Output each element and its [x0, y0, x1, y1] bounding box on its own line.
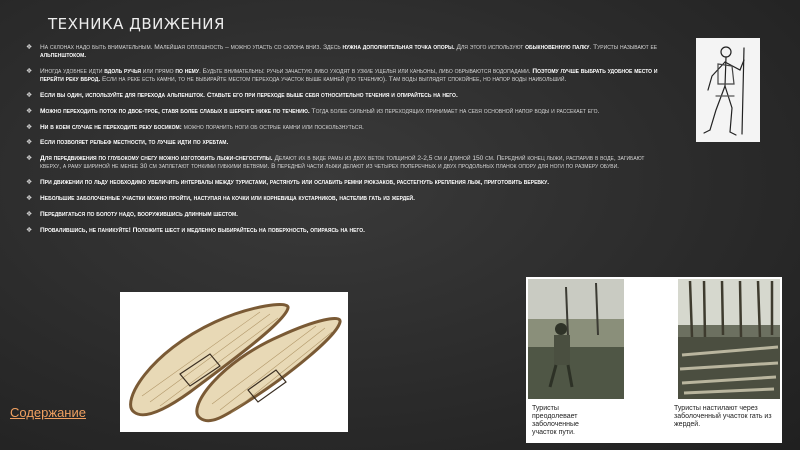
bullet-list — [26, 44, 666, 242]
bullet-item — [26, 44, 666, 60]
diamond-bullet-icon: ❖ — [26, 179, 33, 187]
bullet-bold: Передвигаться по болоту надо, вооружившись длинным шестом. — [40, 210, 239, 218]
left-photo-caption: Туристы преодолевает заболоченные участок пути. — [532, 405, 579, 436]
bullet-bold: Если вы один, используйте для перехода альпеншток. Ставьте его при переходе выше себя относительно течения и опирайтесь на него. — [40, 92, 458, 99]
diamond-bullet-icon: ❖ — [26, 92, 33, 99]
bullet-bold: нужна дополнительная точка опоры. — [342, 44, 455, 51]
bullet-text: или прямо — [140, 68, 176, 75]
bullet-item — [26, 227, 666, 235]
right-photo-caption: Туристы настилают через заболоченный участок гать из жердей. — [674, 405, 772, 428]
bullet-bold: по нему — [175, 68, 199, 75]
bullet-item — [26, 195, 666, 203]
bullet-text: можно поранить ноги об острые камни или поскользнуться. — [181, 123, 364, 131]
bullet-bold: обыкновенную палку — [525, 44, 590, 51]
snowshoes-image — [120, 292, 348, 432]
bullet-text: Тогда более сильный из переходящих принимает на себя основной напор воды и рассекает его. — [309, 107, 600, 115]
bullet-item — [26, 139, 666, 147]
hiker-sketch-image — [696, 38, 760, 142]
bullet-text: Для этого используют — [454, 44, 526, 51]
bullet-bold: Можно переходить поток по двое-трое, ставя более слабых в шеренге ниже по течению. — [40, 107, 310, 115]
bullet-item — [26, 179, 666, 187]
bullet-bold: Провалившись, не паникуйте! Положите шест и медленно выбирайтесь на поверхность, опираясь на него. — [40, 226, 365, 234]
diamond-bullet-icon: ❖ — [26, 44, 33, 51]
bullet-bold: Ни в коем случае не переходите реку босиком: — [40, 123, 182, 131]
bullet-bold: Небольшие заболоченные участки можно пройти, наступая на кочки или корневища кустарников, настелив гать из жердей. — [40, 194, 415, 202]
bullet-text: Делают их в виде рамы из двух веток толщиной 2-2,5 см и длиной 150 см. Передний конец лыжи, распарив в воде, загибают кверху, а раму шириной не менее 30 см заплетают тонкими гибкими ветвями. В передней части лыжи делают из четырех поперечных и двух продольных планок опору для ноги по размеру обуви. — [40, 155, 645, 171]
bullet-bold: вдоль ручья — [104, 68, 141, 75]
bullet-bold: Если позволяет рельеф местности, то лучше идти по хребтам. — [40, 139, 229, 147]
bullet-item — [26, 124, 666, 132]
bullet-item — [26, 211, 666, 219]
bullet-text: . Туристы называют ее — [589, 44, 658, 51]
bullet-bold: альпенштоком. — [40, 52, 87, 60]
diamond-bullet-icon: ❖ — [26, 155, 33, 163]
bullet-text: На склонах надо быть внимательным. Малейшая оплошность – можно упасть со склона вниз. Здесь — [40, 44, 343, 51]
contents-link[interactable]: Содержание — [10, 405, 86, 420]
diamond-bullet-icon: ❖ — [26, 107, 33, 115]
bullet-item — [26, 92, 666, 100]
diamond-bullet-icon: ❖ — [26, 123, 33, 131]
diamond-bullet-icon: ❖ — [26, 68, 33, 75]
bullet-item — [26, 155, 666, 171]
diamond-bullet-icon: ❖ — [26, 210, 33, 218]
diamond-bullet-icon: ❖ — [26, 194, 33, 202]
bullet-text: Если на реке есть камни, то не выбирайте местом перехода участок выше камней (по течению). Там воды выглядят спокойнее, но напор воды наибольший. — [100, 76, 567, 84]
bullet-bold: При движении по льду необходимо увеличить интервалы между туристами, растянуть или ослабить ремни рюкзаков, расстегнуть крепления лыж, приготовить веревку. — [40, 179, 550, 187]
bullet-bold: Для передвижения по глубокому снегу можно изготовить лыжи-снегоступы. — [40, 155, 273, 163]
bullet-item — [26, 108, 666, 116]
bullet-item — [26, 68, 666, 84]
bullet-text: . Будьте внимательны: ручьи зачастую либо уходят в узкие ущелья или каньоны, либо обрываются водопадами. — [198, 68, 533, 75]
bullet-bold: Поэтому лучше выбрать удобное место и перейти реку вброд. — [40, 68, 658, 84]
slide-title: ТЕХНИКА ДВИЖЕНИЯ — [48, 15, 225, 33]
diamond-bullet-icon: ❖ — [26, 226, 33, 234]
diamond-bullet-icon: ❖ — [26, 139, 33, 147]
swamp-photos — [526, 277, 782, 443]
bullet-text: Иногда удобнее идти — [40, 68, 105, 75]
